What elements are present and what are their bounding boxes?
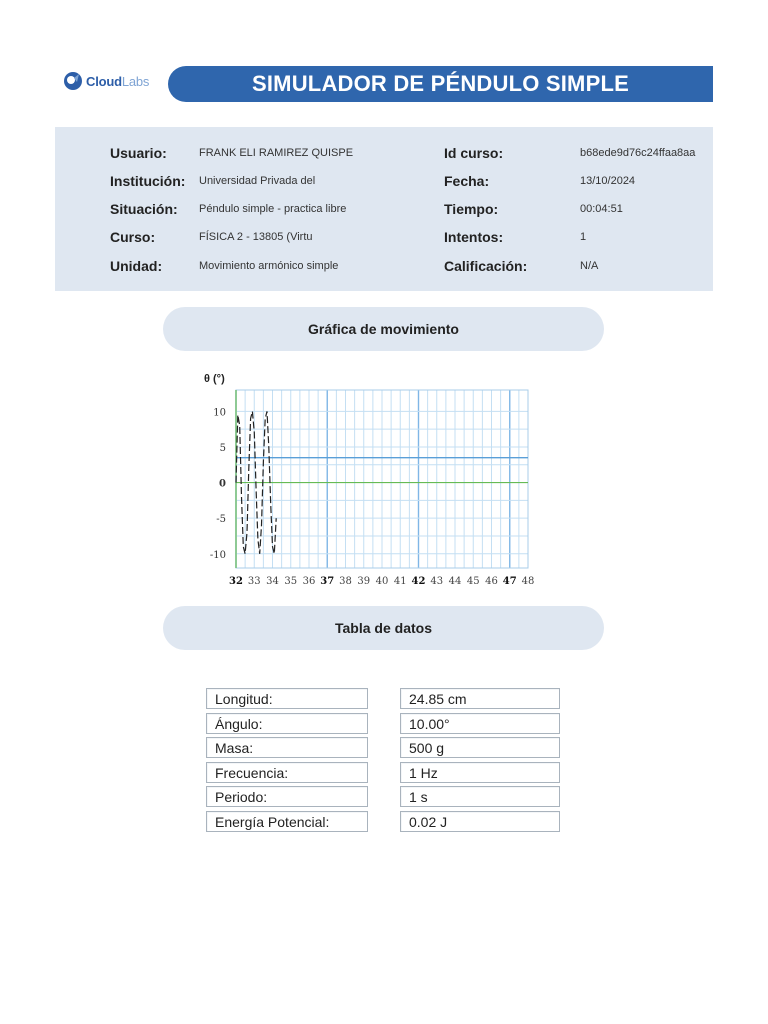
- info-value-id-curso: b68ede9d76c24ffaa8aa: [580, 147, 696, 159]
- title-bar: [168, 66, 713, 102]
- x-tick-label: 37: [320, 576, 335, 587]
- y-tick-label: 10: [213, 407, 226, 419]
- y-tick-label: 0: [219, 478, 226, 490]
- info-value-fecha: 13/10/2024: [580, 175, 636, 187]
- table-label-angulo: Ángulo:: [206, 713, 368, 734]
- info-label-intentos: Intentos:: [444, 229, 504, 245]
- x-tick-label: 32: [229, 576, 243, 587]
- x-tick-label: 35: [284, 576, 298, 587]
- info-label-tiempo: Tiempo:: [444, 201, 499, 217]
- table-value-longitud: 24.85 cm: [400, 688, 560, 709]
- info-row: [55, 145, 713, 165]
- y-axis-label: θ (°): [204, 373, 225, 385]
- info-label-usuario: Usuario:: [110, 145, 167, 161]
- logo-text: [86, 74, 149, 89]
- info-panel: [55, 127, 713, 291]
- x-tick-label: 43: [430, 576, 444, 587]
- x-tick-label: 48: [521, 576, 535, 587]
- table-label-energia: Energía Potencial:: [206, 811, 368, 832]
- info-row: [55, 229, 713, 249]
- info-value-usuario: FRANK ELI RAMIREZ QUISPE: [199, 147, 354, 159]
- cloud-logo-icon: [62, 70, 84, 92]
- page-title: SIMULADOR DE PÉNDULO SIMPLE: [252, 71, 629, 96]
- table-section-header: Tabla de datos: [163, 606, 604, 650]
- info-label-situacion: Situación:: [110, 201, 178, 217]
- logo-text-sub: Labs: [121, 73, 150, 89]
- info-label-curso: Curso:: [110, 229, 156, 245]
- x-tick-label: 34: [266, 576, 279, 587]
- x-tick-label: 41: [393, 576, 407, 587]
- motion-chart-svg: [190, 366, 550, 592]
- info-value-situacion: Péndulo simple - practica libre: [199, 203, 347, 215]
- table-value-energia: 0.02 J: [400, 811, 560, 832]
- info-label-calificacion: Calificación:: [444, 258, 528, 274]
- x-tick-label: 44: [448, 576, 462, 587]
- table-value-periodo: 1 s: [400, 786, 560, 807]
- info-row: [55, 201, 713, 221]
- x-tick-label: 46: [485, 576, 498, 587]
- logo-text-main: Cloud: [86, 73, 122, 89]
- table-value-angulo: 10.00°: [400, 713, 560, 734]
- info-label-unidad: Unidad:: [110, 258, 163, 274]
- y-tick-label: 5: [219, 442, 226, 454]
- motion-chart: [190, 366, 550, 592]
- x-tick-label: 39: [357, 576, 371, 587]
- table-value-masa: 500 g: [400, 737, 560, 758]
- graph-section-header: Gráfica de movimiento: [163, 307, 604, 351]
- info-label-id-curso: Id curso:: [444, 145, 504, 161]
- table-label-frecuencia: Frecuencia:: [206, 762, 368, 783]
- info-row: [55, 258, 713, 278]
- x-tick-label: 38: [339, 576, 352, 587]
- x-tick-label: 47: [502, 576, 517, 587]
- info-value-institucion: Universidad Privada del: [199, 175, 316, 187]
- y-tick-label: -5: [216, 514, 226, 526]
- x-tick-label: 33: [247, 576, 261, 587]
- info-label-institucion: Institución:: [110, 173, 186, 189]
- info-value-unidad: Movimiento armónico simple: [199, 260, 339, 272]
- x-tick-label: 45: [466, 576, 480, 587]
- table-label-masa: Masa:: [206, 737, 368, 758]
- x-tick-label: 36: [302, 576, 316, 587]
- info-value-curso: FÍSICA 2 - 13805 (Virtu: [199, 231, 313, 243]
- table-value-frecuencia: 1 Hz: [400, 762, 560, 783]
- x-tick-label: 40: [375, 576, 389, 587]
- info-value-calificacion: N/A: [580, 260, 599, 272]
- info-label-fecha: Fecha:: [444, 173, 490, 189]
- info-value-intentos: 1: [580, 231, 587, 243]
- y-tick-label: -10: [209, 549, 226, 561]
- info-row: [55, 173, 713, 193]
- table-label-periodo: Periodo:: [206, 786, 368, 807]
- x-tick-label: 42: [411, 576, 426, 587]
- table-label-longitud: Longitud:: [206, 688, 368, 709]
- cloudlabs-logo: [62, 70, 149, 92]
- info-value-tiempo: 00:04:51: [580, 203, 623, 215]
